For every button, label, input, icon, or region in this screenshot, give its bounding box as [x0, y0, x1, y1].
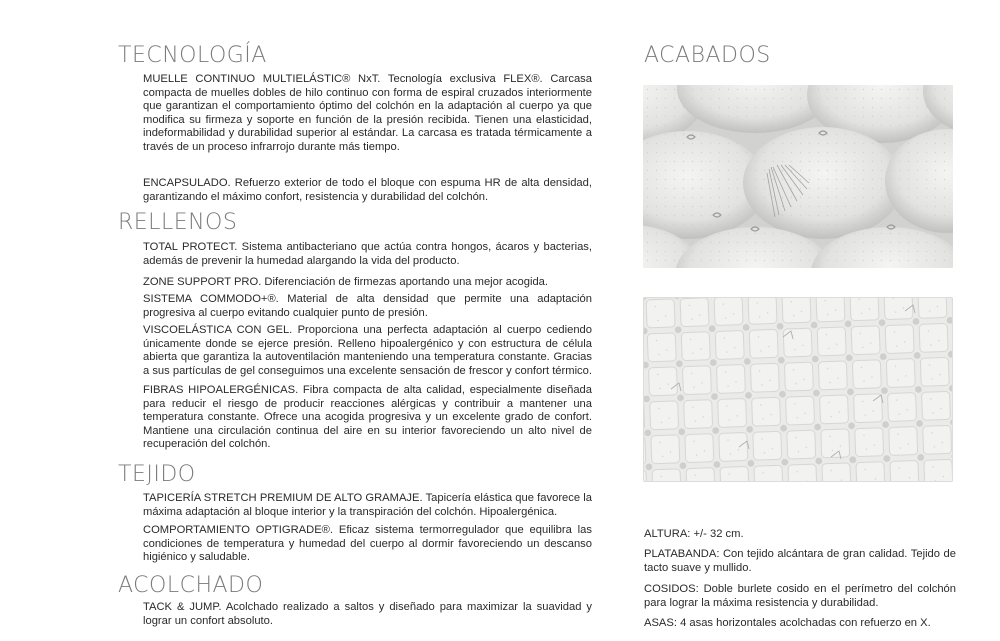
rellenos-paragraph-3: SISTEMA COMMODO+®. Material de alta densidad que permite una adaptación progresiva al cuerpo evitando cualquier punto de presión. — [143, 293, 592, 319]
rellenos-paragraph-4: VISCOELÁSTICA CON GEL. Proporciona una perfecta adaptación al cuerpo cediendo únicamente donde se ejerce presión. Relleno hipoalergénico y con estructura de célula abierta que garantiza la autoventilación manteniendo una temperatura constante. Gracias a sus partículas de gel conseguimos una excelente sensación de frescor y confort térmico. — [143, 324, 592, 377]
tejido-paragraph-1: TAPICERÍA STRETCH PREMIUM DE ALTO GRAMAJE. Tapicería elástica que favorece la máxima adaptación al bloque interior y la transpiración del colchón. Hipoalergénica. — [143, 492, 592, 518]
spec-cosidos: COSIDOS: Doble burlete cosido en el perímetro del colchón para lograr la máxima resistencia y durabilidad. — [644, 583, 956, 609]
spec-altura: ALTURA: +/- 32 cm. — [644, 528, 744, 540]
heading-tejido: TEJIDO — [118, 462, 196, 487]
tecnologia-paragraph-2: ENCAPSULADO. Refuerzo exterior de todo el bloque con espuma HR de alta densidad, garantizando el máximo confort, resistencia y durabilidad del colchón. — [143, 177, 592, 203]
spec-asas: ASAS: 4 asas horizontales acolchadas con refuerzo en X. — [644, 617, 931, 629]
heading-tecnologia: TECNOLOGÍA — [118, 43, 267, 68]
spec-platabanda: PLATABANDA: Con tejido alcántara de gran calidad. Tejido de tacto suave y mullido. — [644, 548, 956, 574]
heading-acolchado: ACOLCHADO — [118, 573, 264, 598]
rellenos-paragraph-5: FIBRAS HIPOALERGÉNICAS. Fibra compacta de alta calidad, especialmente diseñada para reducir el riesgo de producir reacciones alérgicas y contribuir a mantener una temperatura constante. Ofrece una acogida progresiva y un excelente grado de confort. Mantiene una circulación continua del aire en su interior favoreciendo un alto nivel de recuperación del colchón. — [143, 384, 592, 451]
quilted-fabric-image — [643, 85, 953, 268]
heading-acabados: ACABADOS — [644, 43, 771, 68]
tecnologia-paragraph-1: MUELLE CONTINUO MULTIELÁSTIC® NxT. Tecnología exclusiva FLEX®. Carcasa compacta de muelles dobles de hilo continuo con forma de espiral cruzados interiormente que garantizan el comportamiento óptimo del colchón en la adaptación al cuerpo ya que modifica su firmeza y soporte en función de la presión recibida. Tienen una elasticidad, indeformabilidad y durabilidad superior al estándar. La carcasa es tratada térmicamente a través de un proceso infrarrojo durante más tiempo. — [143, 73, 592, 153]
rellenos-paragraph-1: TOTAL PROTECT. Sistema antibacteriano que actúa contra hongos, ácaros y bacterias, además de prevenir la humedad alargando la vida del producto. — [143, 241, 592, 267]
acolchado-paragraph-1: TACK & JUMP. Acolchado realizado a saltos y diseñado para maximizar la suavidad y lograr un confort absoluto. — [143, 601, 592, 627]
rellenos-paragraph-2: ZONE SUPPORT PRO. Diferenciación de firmezas aportando una mejor acogida. — [143, 276, 549, 288]
grid-quilted-fabric-image — [643, 297, 953, 482]
heading-rellenos: RELLENOS — [118, 210, 238, 235]
tejido-paragraph-2: COMPORTAMIENTO OPTIGRADE®. Eficaz sistema termorregulador que equilibra las condiciones de temperatura y humedad del cuerpo al dormir favoreciendo un descanso higiénico y saludable. — [143, 524, 592, 564]
